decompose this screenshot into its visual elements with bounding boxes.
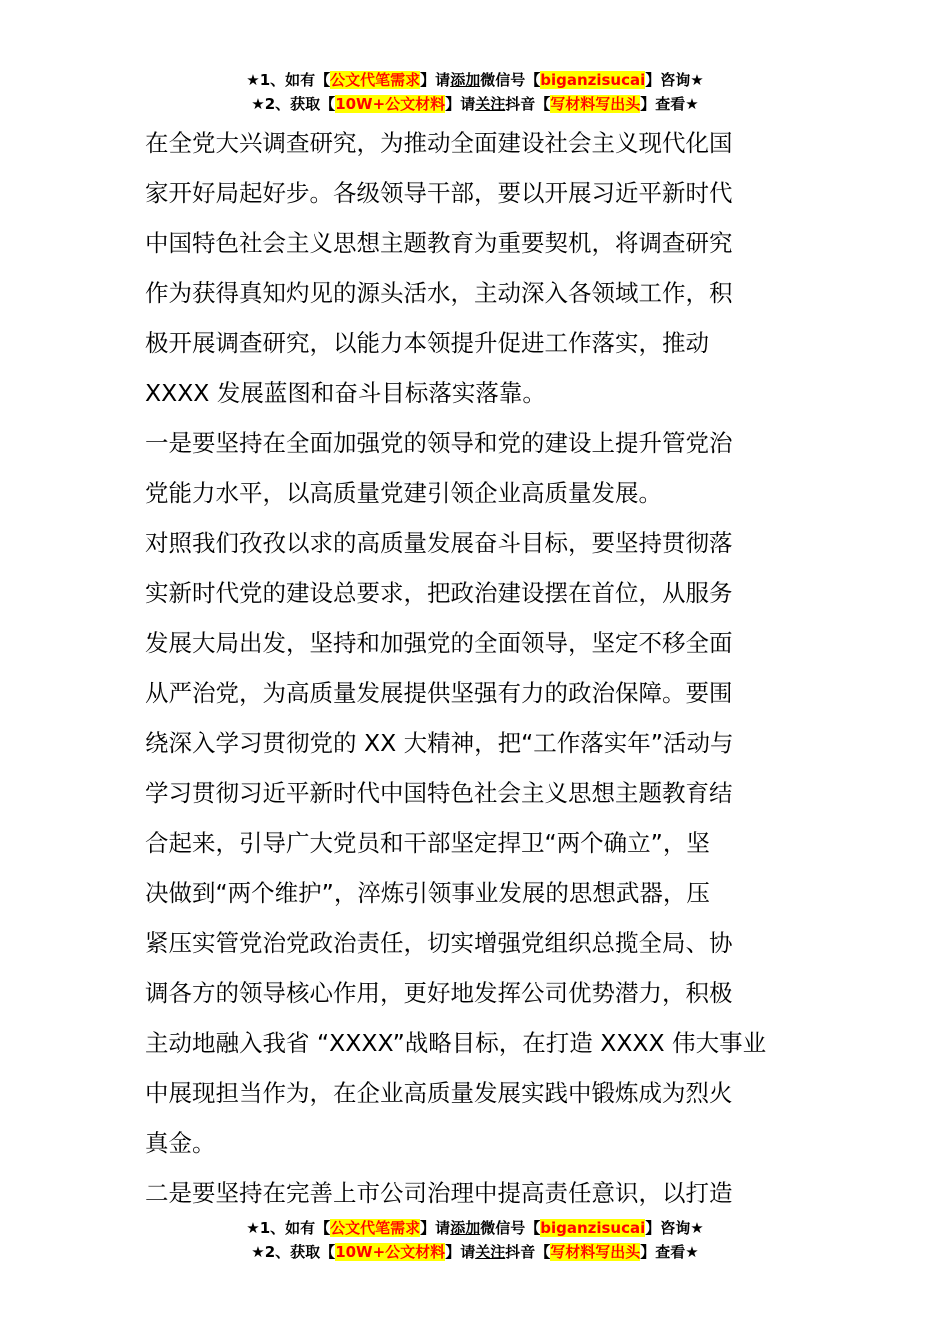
text-line: 学习贯彻习近平新时代中国特色社会主义思想主题教育结 [145,779,733,807]
banner-text: 抖音【 [505,95,551,113]
banner-underline: 关注 [475,95,506,113]
banner-highlight: 写材料写出头 [550,95,641,113]
banner-text: 微信号【 [480,71,541,89]
banner-text: 】咨询★ [645,71,704,89]
footer-line-1 [0,1216,950,1240]
text-line: 中展现担当作为，在企业高质量发展实践中锻炼成为烈火 [145,1079,733,1107]
paragraph-4 [145,1168,807,1218]
banner-highlight: 写材料写出头 [550,1243,641,1261]
text-line: 在全党大兴调查研究，为推动全面建设社会主义现代化国 [145,129,733,157]
banner-text: 】请 [420,1219,451,1237]
text-line: 真金。 [145,1129,216,1157]
text-line: XXXX 发展蓝图和奋斗目标落实落靠。 [145,379,546,407]
banner-underline: 添加 [450,1219,481,1237]
banner-text: 微信号【 [480,1219,541,1237]
text-line: 紧压实管党治党政治责任，切实增强党组织总揽全局、协 [145,929,733,957]
banner-text: 】请 [420,71,451,89]
banner-text: 】查看★ [640,95,699,113]
text-line: 从严治党，为高质量发展提供坚强有力的政治保障。要围 [145,679,733,707]
text-line: 主动地融入我省 “XXXX”战略目标，在打造 XXXX 伟大事业 [145,1029,767,1057]
text-line: 中国特色社会主义思想主题教育为重要契机，将调查研究 [145,229,733,257]
banner-text: ★2、获取【 [251,1243,336,1261]
footer-banner [0,1216,950,1264]
text-line: 决做到“两个维护”，淬炼引领事业发展的思想武器，压 [145,879,710,907]
text-line: 绕深入学习贯彻党的 XX 大精神，把“工作落实年”活动与 [145,729,734,757]
text-line: 对照我们孜孜以求的高质量发展奋斗目标，要坚持贯彻落 [145,529,733,557]
banner-highlight: 10W+公文材料 [335,95,446,113]
banner-highlight: 10W+公文材料 [335,1243,446,1261]
text-line: 发展大局出发，坚持和加强党的全面领导，坚定不移全面 [145,629,733,657]
banner-text: ★1、如有【 [246,1219,331,1237]
banner-highlight: 公文代笔需求 [330,71,421,89]
header-line-2 [0,92,950,116]
text-line: 极开展调查研究，以能力本领提升促进工作落实，推动 [145,329,709,357]
banner-text: 】咨询★ [645,1219,704,1237]
banner-text: 】查看★ [640,1243,699,1261]
paragraph-2 [145,418,807,518]
banner-underline: 关注 [475,1243,506,1261]
text-line: 实新时代党的建设总要求，把政治建设摆在首位，从服务 [145,579,733,607]
text-line: 一是要坚持在全面加强党的领导和党的建设上提升管党治 [145,429,733,457]
text-line: 合起来，引导广大党员和干部坚定捍卫“两个确立”，坚 [145,829,710,857]
header-line-1 [0,68,950,92]
banner-text: 抖音【 [505,1243,551,1261]
document-body [145,118,807,1218]
paragraph-1 [145,118,807,418]
banner-text: 】请 [445,95,476,113]
banner-underline: 添加 [450,71,481,89]
paragraph-3 [145,518,807,1168]
text-line: 家开好局起好步。各级领导干部，要以开展习近平新时代 [145,179,733,207]
header-banner [0,68,950,116]
text-line: 作为获得真知灼见的源头活水，主动深入各领域工作，积 [145,279,733,307]
banner-highlight: biganzisucai [540,71,646,89]
footer-line-2 [0,1240,950,1264]
banner-text: ★1、如有【 [246,71,331,89]
text-line: 调各方的领导核心作用，更好地发挥公司优势潜力，积极 [145,979,733,1007]
banner-highlight: biganzisucai [540,1219,646,1237]
banner-text: 】请 [445,1243,476,1261]
text-line: 党能力水平，以高质量党建引领企业高质量发展。 [145,479,662,507]
banner-highlight: 公文代笔需求 [330,1219,421,1237]
text-line: 二是要坚持在完善上市公司治理中提高责任意识，以打造 [145,1179,733,1207]
banner-text: ★2、获取【 [251,95,336,113]
